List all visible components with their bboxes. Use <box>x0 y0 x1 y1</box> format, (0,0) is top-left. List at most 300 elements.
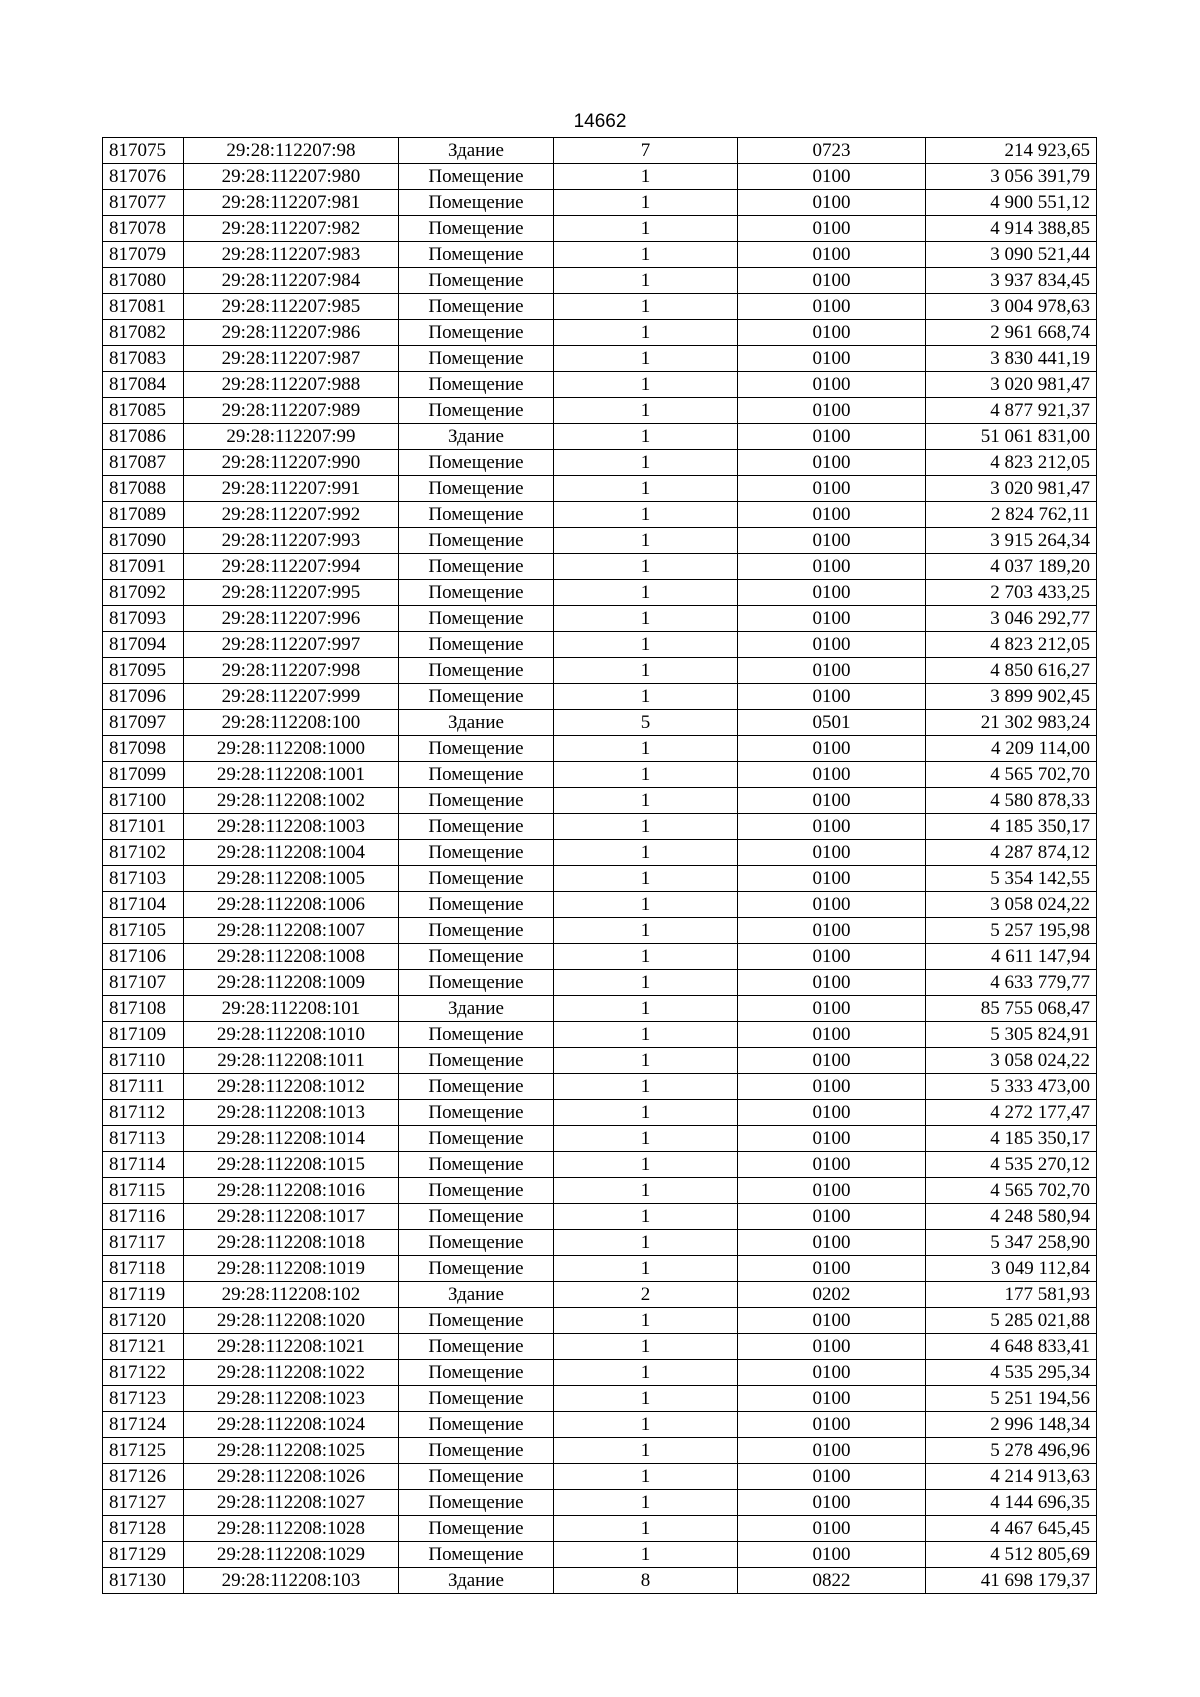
count-cell: 1 <box>554 1438 738 1464</box>
value-cell: 4 272 177,47 <box>926 1100 1097 1126</box>
cadastral-number-cell: 29:28:112207:998 <box>184 658 399 684</box>
table-row <box>103 996 1097 1022</box>
value-cell: 4 900 551,12 <box>926 190 1097 216</box>
row-number-cell: 817100 <box>103 788 184 814</box>
table-row <box>103 1282 1097 1308</box>
table-row <box>103 1438 1097 1464</box>
value-cell: 4 467 645,45 <box>926 1516 1097 1542</box>
cadastral-number-cell: 29:28:112207:984 <box>184 268 399 294</box>
code-cell: 0100 <box>738 424 926 450</box>
cadastral-number-cell: 29:28:112208:100 <box>184 710 399 736</box>
cadastral-number-cell: 29:28:112207:994 <box>184 554 399 580</box>
value-cell: 4 185 350,17 <box>926 814 1097 840</box>
count-cell: 1 <box>554 320 738 346</box>
object-type-cell: Помещение <box>399 736 554 762</box>
table-row <box>103 476 1097 502</box>
object-type-cell: Помещение <box>399 1048 554 1074</box>
table-row <box>103 1230 1097 1256</box>
cadastral-number-cell: 29:28:112208:1028 <box>184 1516 399 1542</box>
object-type-cell: Помещение <box>399 632 554 658</box>
value-cell: 3 830 441,19 <box>926 346 1097 372</box>
object-type-cell: Помещение <box>399 684 554 710</box>
code-cell: 0100 <box>738 1152 926 1178</box>
value-cell: 177 581,93 <box>926 1282 1097 1308</box>
row-number-cell: 817122 <box>103 1360 184 1386</box>
row-number-cell: 817095 <box>103 658 184 684</box>
code-cell: 0100 <box>738 372 926 398</box>
table-row <box>103 866 1097 892</box>
object-type-cell: Помещение <box>399 1490 554 1516</box>
count-cell: 1 <box>554 918 738 944</box>
object-type-cell: Помещение <box>399 944 554 970</box>
row-number-cell: 817093 <box>103 606 184 632</box>
code-cell: 0100 <box>738 944 926 970</box>
cadastral-number-cell: 29:28:112207:983 <box>184 242 399 268</box>
row-number-cell: 817098 <box>103 736 184 762</box>
count-cell: 1 <box>554 1308 738 1334</box>
code-cell: 0100 <box>738 762 926 788</box>
code-cell: 0100 <box>738 528 926 554</box>
cadastral-number-cell: 29:28:112207:990 <box>184 450 399 476</box>
object-type-cell: Помещение <box>399 1100 554 1126</box>
row-number-cell: 817082 <box>103 320 184 346</box>
code-cell: 0100 <box>738 1334 926 1360</box>
count-cell: 7 <box>554 138 738 164</box>
count-cell: 1 <box>554 1256 738 1282</box>
table-row <box>103 320 1097 346</box>
value-cell: 4 144 696,35 <box>926 1490 1097 1516</box>
row-number-cell: 817111 <box>103 1074 184 1100</box>
count-cell: 1 <box>554 944 738 970</box>
row-number-cell: 817080 <box>103 268 184 294</box>
table-row <box>103 788 1097 814</box>
code-cell: 0100 <box>738 502 926 528</box>
row-number-cell: 817091 <box>103 554 184 580</box>
count-cell: 1 <box>554 424 738 450</box>
cadastral-number-cell: 29:28:112208:1016 <box>184 1178 399 1204</box>
code-cell: 0100 <box>738 294 926 320</box>
object-type-cell: Помещение <box>399 398 554 424</box>
count-cell: 1 <box>554 1048 738 1074</box>
code-cell: 0100 <box>738 606 926 632</box>
cadastral-number-cell: 29:28:112207:985 <box>184 294 399 320</box>
count-cell: 1 <box>554 788 738 814</box>
object-type-cell: Помещение <box>399 918 554 944</box>
code-cell: 0100 <box>738 164 926 190</box>
count-cell: 1 <box>554 996 738 1022</box>
value-cell: 4 209 114,00 <box>926 736 1097 762</box>
value-cell: 3 937 834,45 <box>926 268 1097 294</box>
object-type-cell: Помещение <box>399 164 554 190</box>
row-number-cell: 817120 <box>103 1308 184 1334</box>
object-type-cell: Помещение <box>399 1360 554 1386</box>
code-cell: 0100 <box>738 788 926 814</box>
cadastral-number-cell: 29:28:112208:1018 <box>184 1230 399 1256</box>
code-cell: 0100 <box>738 1308 926 1334</box>
row-number-cell: 817112 <box>103 1100 184 1126</box>
table-row <box>103 1022 1097 1048</box>
object-type-cell: Здание <box>399 1282 554 1308</box>
cadastral-number-cell: 29:28:112208:1012 <box>184 1074 399 1100</box>
code-cell: 0100 <box>738 1412 926 1438</box>
cadastral-number-cell: 29:28:112208:103 <box>184 1568 399 1594</box>
count-cell: 1 <box>554 1126 738 1152</box>
code-cell: 0100 <box>738 1386 926 1412</box>
object-type-cell: Помещение <box>399 1074 554 1100</box>
row-number-cell: 817097 <box>103 710 184 736</box>
count-cell: 8 <box>554 1568 738 1594</box>
row-number-cell: 817130 <box>103 1568 184 1594</box>
value-cell: 5 354 142,55 <box>926 866 1097 892</box>
cadastral-number-cell: 29:28:112207:981 <box>184 190 399 216</box>
value-cell: 4 648 833,41 <box>926 1334 1097 1360</box>
count-cell: 1 <box>554 1100 738 1126</box>
table-row <box>103 632 1097 658</box>
value-cell: 3 046 292,77 <box>926 606 1097 632</box>
code-cell: 0100 <box>738 684 926 710</box>
count-cell: 1 <box>554 762 738 788</box>
count-cell: 1 <box>554 814 738 840</box>
table-row <box>103 1178 1097 1204</box>
count-cell: 1 <box>554 554 738 580</box>
value-cell: 3 004 978,63 <box>926 294 1097 320</box>
object-type-cell: Помещение <box>399 502 554 528</box>
row-number-cell: 817119 <box>103 1282 184 1308</box>
count-cell: 1 <box>554 892 738 918</box>
count-cell: 1 <box>554 1022 738 1048</box>
value-cell: 3 915 264,34 <box>926 528 1097 554</box>
table-row <box>103 1308 1097 1334</box>
table-row <box>103 1490 1097 1516</box>
object-type-cell: Помещение <box>399 892 554 918</box>
value-cell: 4 185 350,17 <box>926 1126 1097 1152</box>
object-type-cell: Здание <box>399 710 554 736</box>
object-type-cell: Помещение <box>399 1204 554 1230</box>
object-type-cell: Помещение <box>399 606 554 632</box>
value-cell: 5 251 194,56 <box>926 1386 1097 1412</box>
table-row <box>103 1204 1097 1230</box>
value-cell: 5 333 473,00 <box>926 1074 1097 1100</box>
count-cell: 1 <box>554 190 738 216</box>
row-number-cell: 817102 <box>103 840 184 866</box>
cadastral-number-cell: 29:28:112208:1015 <box>184 1152 399 1178</box>
table-row <box>103 1386 1097 1412</box>
count-cell: 1 <box>554 398 738 424</box>
code-cell: 0100 <box>738 1256 926 1282</box>
table-row <box>103 658 1097 684</box>
cadastral-number-cell: 29:28:112208:1017 <box>184 1204 399 1230</box>
table-row <box>103 762 1097 788</box>
count-cell: 1 <box>554 684 738 710</box>
cadastral-number-cell: 29:28:112208:1019 <box>184 1256 399 1282</box>
table-row <box>103 1074 1097 1100</box>
count-cell: 1 <box>554 502 738 528</box>
row-number-cell: 817103 <box>103 866 184 892</box>
cadastral-number-cell: 29:28:112207:989 <box>184 398 399 424</box>
object-type-cell: Помещение <box>399 762 554 788</box>
count-cell: 1 <box>554 606 738 632</box>
count-cell: 1 <box>554 242 738 268</box>
table-row <box>103 138 1097 164</box>
table-row <box>103 710 1097 736</box>
table-row <box>103 606 1097 632</box>
code-cell: 0100 <box>738 554 926 580</box>
cadastral-number-cell: 29:28:112207:98 <box>184 138 399 164</box>
cadastral-number-cell: 29:28:112208:102 <box>184 1282 399 1308</box>
cadastral-number-cell: 29:28:112208:1014 <box>184 1126 399 1152</box>
row-number-cell: 817128 <box>103 1516 184 1542</box>
code-cell: 0100 <box>738 1542 926 1568</box>
object-type-cell: Здание <box>399 996 554 1022</box>
value-cell: 3 056 391,79 <box>926 164 1097 190</box>
count-cell: 1 <box>554 372 738 398</box>
row-number-cell: 817124 <box>103 1412 184 1438</box>
row-number-cell: 817099 <box>103 762 184 788</box>
count-cell: 5 <box>554 710 738 736</box>
cadastral-number-cell: 29:28:112207:988 <box>184 372 399 398</box>
code-cell: 0100 <box>738 1516 926 1542</box>
value-cell: 3 058 024,22 <box>926 892 1097 918</box>
cadastral-number-cell: 29:28:112208:1006 <box>184 892 399 918</box>
value-cell: 4 535 270,12 <box>926 1152 1097 1178</box>
table-row <box>103 268 1097 294</box>
code-cell: 0202 <box>738 1282 926 1308</box>
value-cell: 41 698 179,37 <box>926 1568 1097 1594</box>
row-number-cell: 817104 <box>103 892 184 918</box>
page-number: 14662 <box>573 111 627 132</box>
count-cell: 1 <box>554 164 738 190</box>
row-number-cell: 817117 <box>103 1230 184 1256</box>
code-cell: 0100 <box>738 1074 926 1100</box>
object-type-cell: Помещение <box>399 476 554 502</box>
object-type-cell: Помещение <box>399 268 554 294</box>
code-cell: 0100 <box>738 216 926 242</box>
value-cell: 3 058 024,22 <box>926 1048 1097 1074</box>
code-cell: 0100 <box>738 814 926 840</box>
value-cell: 5 257 195,98 <box>926 918 1097 944</box>
row-number-cell: 817083 <box>103 346 184 372</box>
row-number-cell: 817113 <box>103 1126 184 1152</box>
object-type-cell: Помещение <box>399 1516 554 1542</box>
value-cell: 4 914 388,85 <box>926 216 1097 242</box>
cadastral-number-cell: 29:28:112208:1001 <box>184 762 399 788</box>
row-number-cell: 817125 <box>103 1438 184 1464</box>
cadastral-number-cell: 29:28:112207:992 <box>184 502 399 528</box>
object-type-cell: Помещение <box>399 1178 554 1204</box>
code-cell: 0100 <box>738 1126 926 1152</box>
value-cell: 4 037 189,20 <box>926 554 1097 580</box>
count-cell: 1 <box>554 476 738 502</box>
cadastral-number-cell: 29:28:112207:986 <box>184 320 399 346</box>
count-cell: 1 <box>554 580 738 606</box>
count-cell: 1 <box>554 346 738 372</box>
row-number-cell: 817121 <box>103 1334 184 1360</box>
code-cell: 0100 <box>738 632 926 658</box>
object-type-cell: Помещение <box>399 190 554 216</box>
cadastral-number-cell: 29:28:112208:1020 <box>184 1308 399 1334</box>
count-cell: 1 <box>554 450 738 476</box>
code-cell: 0100 <box>738 736 926 762</box>
cadastral-number-cell: 29:28:112208:1005 <box>184 866 399 892</box>
code-cell: 0100 <box>738 1204 926 1230</box>
table-row <box>103 684 1097 710</box>
row-number-cell: 817118 <box>103 1256 184 1282</box>
cadastral-number-cell: 29:28:112207:996 <box>184 606 399 632</box>
object-type-cell: Помещение <box>399 528 554 554</box>
row-number-cell: 817116 <box>103 1204 184 1230</box>
object-type-cell: Помещение <box>399 1152 554 1178</box>
value-cell: 4 214 913,63 <box>926 1464 1097 1490</box>
value-cell: 3 020 981,47 <box>926 372 1097 398</box>
table-row <box>103 1360 1097 1386</box>
row-number-cell: 817106 <box>103 944 184 970</box>
table-row <box>103 216 1097 242</box>
code-cell: 0100 <box>738 1490 926 1516</box>
row-number-cell: 817084 <box>103 372 184 398</box>
row-number-cell: 817092 <box>103 580 184 606</box>
code-cell: 0100 <box>738 892 926 918</box>
code-cell: 0100 <box>738 476 926 502</box>
row-number-cell: 817078 <box>103 216 184 242</box>
object-type-cell: Помещение <box>399 1386 554 1412</box>
table-row <box>103 1464 1097 1490</box>
value-cell: 214 923,65 <box>926 138 1097 164</box>
code-cell: 0100 <box>738 658 926 684</box>
table-row <box>103 1568 1097 1594</box>
value-cell: 21 302 983,24 <box>926 710 1097 736</box>
code-cell: 0100 <box>738 1360 926 1386</box>
value-cell: 3 090 521,44 <box>926 242 1097 268</box>
count-cell: 1 <box>554 658 738 684</box>
cadastral-number-cell: 29:28:112208:1026 <box>184 1464 399 1490</box>
cadastral-number-cell: 29:28:112208:1007 <box>184 918 399 944</box>
table-row <box>103 944 1097 970</box>
cadastral-number-cell: 29:28:112208:1024 <box>184 1412 399 1438</box>
code-cell: 0100 <box>738 1100 926 1126</box>
object-type-cell: Помещение <box>399 840 554 866</box>
code-cell: 0100 <box>738 242 926 268</box>
table-row <box>103 1542 1097 1568</box>
object-type-cell: Помещение <box>399 346 554 372</box>
value-cell: 5 285 021,88 <box>926 1308 1097 1334</box>
count-cell: 1 <box>554 1412 738 1438</box>
table-row <box>103 970 1097 996</box>
row-number-cell: 817094 <box>103 632 184 658</box>
object-type-cell: Помещение <box>399 866 554 892</box>
cadastral-number-cell: 29:28:112208:1002 <box>184 788 399 814</box>
row-number-cell: 817126 <box>103 1464 184 1490</box>
count-cell: 1 <box>554 1516 738 1542</box>
table-row <box>103 346 1097 372</box>
row-number-cell: 817129 <box>103 1542 184 1568</box>
value-cell: 4 611 147,94 <box>926 944 1097 970</box>
table-row <box>103 242 1097 268</box>
object-type-cell: Помещение <box>399 1334 554 1360</box>
table-row <box>103 1100 1097 1126</box>
table-row <box>103 190 1097 216</box>
table-row <box>103 814 1097 840</box>
code-cell: 0723 <box>738 138 926 164</box>
row-number-cell: 817087 <box>103 450 184 476</box>
object-type-cell: Помещение <box>399 1412 554 1438</box>
object-type-cell: Помещение <box>399 216 554 242</box>
table-row <box>103 502 1097 528</box>
cadastral-number-cell: 29:28:112207:995 <box>184 580 399 606</box>
row-number-cell: 817085 <box>103 398 184 424</box>
cadastral-number-cell: 29:28:112207:999 <box>184 684 399 710</box>
count-cell: 1 <box>554 736 738 762</box>
value-cell: 2 824 762,11 <box>926 502 1097 528</box>
table-row <box>103 1256 1097 1282</box>
code-cell: 0100 <box>738 398 926 424</box>
code-cell: 0100 <box>738 918 926 944</box>
code-cell: 0501 <box>738 710 926 736</box>
code-cell: 0100 <box>738 840 926 866</box>
cadastral-number-cell: 29:28:112208:1004 <box>184 840 399 866</box>
count-cell: 1 <box>554 268 738 294</box>
value-cell: 4 823 212,05 <box>926 450 1097 476</box>
value-cell: 3 020 981,47 <box>926 476 1097 502</box>
table-row <box>103 736 1097 762</box>
cadastral-number-cell: 29:28:112207:980 <box>184 164 399 190</box>
cadastral-number-cell: 29:28:112208:1011 <box>184 1048 399 1074</box>
cadastral-number-cell: 29:28:112207:997 <box>184 632 399 658</box>
cadastral-number-cell: 29:28:112208:1027 <box>184 1490 399 1516</box>
object-type-cell: Помещение <box>399 970 554 996</box>
cadastral-number-cell: 29:28:112208:1008 <box>184 944 399 970</box>
count-cell: 1 <box>554 1204 738 1230</box>
cadastral-number-cell: 29:28:112208:1029 <box>184 1542 399 1568</box>
object-type-cell: Здание <box>399 424 554 450</box>
row-number-cell: 817089 <box>103 502 184 528</box>
table-row <box>103 424 1097 450</box>
value-cell: 4 512 805,69 <box>926 1542 1097 1568</box>
row-number-cell: 817101 <box>103 814 184 840</box>
count-cell: 1 <box>554 528 738 554</box>
table-row <box>103 918 1097 944</box>
cadastral-number-cell: 29:28:112208:1009 <box>184 970 399 996</box>
code-cell: 0100 <box>738 190 926 216</box>
code-cell: 0100 <box>738 268 926 294</box>
object-type-cell: Здание <box>399 1568 554 1594</box>
object-type-cell: Здание <box>399 138 554 164</box>
cadastral-number-cell: 29:28:112208:1021 <box>184 1334 399 1360</box>
count-cell: 1 <box>554 1542 738 1568</box>
object-type-cell: Помещение <box>399 658 554 684</box>
count-cell: 1 <box>554 1490 738 1516</box>
code-cell: 0100 <box>738 450 926 476</box>
code-cell: 0100 <box>738 346 926 372</box>
count-cell: 1 <box>554 866 738 892</box>
table-row <box>103 398 1097 424</box>
code-cell: 0100 <box>738 1464 926 1490</box>
row-number-cell: 817079 <box>103 242 184 268</box>
object-type-cell: Помещение <box>399 580 554 606</box>
cadastral-number-cell: 29:28:112207:991 <box>184 476 399 502</box>
value-cell: 4 248 580,94 <box>926 1204 1097 1230</box>
object-type-cell: Помещение <box>399 554 554 580</box>
row-number-cell: 817088 <box>103 476 184 502</box>
table-row <box>103 1048 1097 1074</box>
table-row <box>103 528 1097 554</box>
object-type-cell: Помещение <box>399 1308 554 1334</box>
table-row <box>103 164 1097 190</box>
count-cell: 1 <box>554 1074 738 1100</box>
table-row <box>103 450 1097 476</box>
cadastral-number-cell: 29:28:112208:1023 <box>184 1386 399 1412</box>
object-type-cell: Помещение <box>399 814 554 840</box>
row-number-cell: 817096 <box>103 684 184 710</box>
